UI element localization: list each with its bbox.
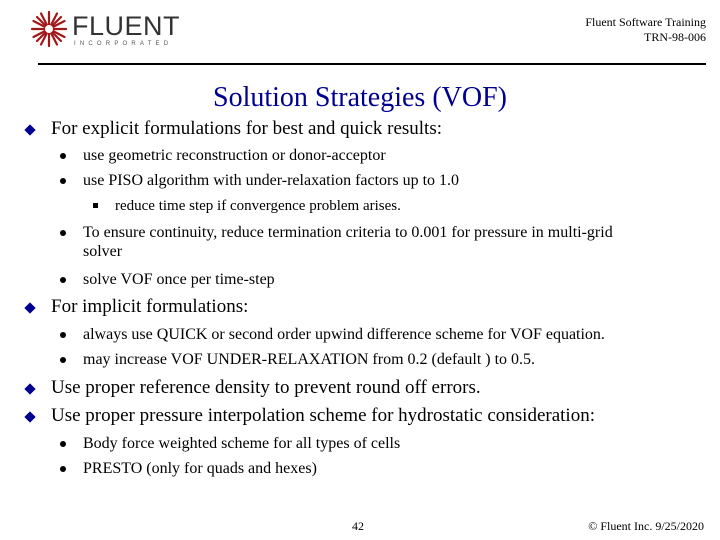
diamond-bullet-icon: [24, 124, 35, 135]
dot-bullet-icon: [60, 357, 66, 363]
header-divider: [38, 63, 706, 65]
fluent-starburst-icon: [30, 10, 68, 48]
dot-bullet-icon: [60, 153, 66, 159]
bullet-presto: PRESTO (only for quads and hexes): [83, 460, 317, 477]
header-course: Fluent Software Training: [585, 15, 706, 29]
logo-subtext: INCORPORATED: [74, 41, 173, 47]
logo-wordmark: FLUENT: [72, 11, 181, 41]
bullet-body-force: Body force weighted scheme for all types of cells: [83, 435, 401, 452]
slide-title: Solution Strategies (VOF): [213, 82, 507, 113]
bullet-solve-vof: solve VOF once per time-step: [83, 271, 275, 288]
diamond-bullet-icon: [24, 383, 35, 394]
dot-bullet-icon: [60, 230, 66, 236]
bullet-piso: use PISO algorithm with under-relaxation factors up to 1.0: [83, 172, 460, 189]
bullet-continuity-cont: solver: [83, 243, 123, 260]
dot-bullet-icon: [60, 441, 66, 447]
dot-bullet-icon: [60, 332, 66, 338]
dot-bullet-icon: [60, 466, 66, 472]
bullet-under-relaxation: may increase VOF UNDER-RELAXATION from 0.2 (default ) to 0.5.: [83, 351, 536, 368]
header-info: [585, 15, 706, 45]
dot-bullet-icon: [60, 178, 66, 184]
page-number: 42: [352, 519, 364, 533]
bullet-reduce-time-step: reduce time step if convergence problem arises.: [115, 198, 401, 214]
bullet-geometric-reconstruction: use geometric reconstruction or donor-acceptor: [83, 147, 386, 164]
diamond-bullet-icon: [24, 302, 35, 313]
bullet-explicit: For explicit formulations for best and quick results:: [51, 118, 443, 139]
dot-bullet-icon: [60, 277, 66, 283]
bullet-quick: always use QUICK or second order upwind difference scheme for VOF equation.: [83, 326, 605, 343]
diamond-bullet-icon: [24, 411, 35, 422]
fluent-logo: [30, 8, 181, 50]
bullet-reference-density: Use proper reference density to prevent round off errors.: [51, 377, 481, 398]
copyright: © Fluent Inc. 9/25/2020: [588, 519, 704, 533]
header-code: TRN-98-006: [644, 30, 706, 44]
square-bullet-icon: [93, 203, 98, 208]
bullet-implicit: For implicit formulations:: [51, 296, 249, 317]
bullet-pressure-interpolation: Use proper pressure interpolation scheme for hydrostatic consideration:: [51, 405, 595, 426]
bullet-continuity: To ensure continuity, reduce termination criteria to 0.001 for pressure in multi-grid: [83, 224, 613, 241]
